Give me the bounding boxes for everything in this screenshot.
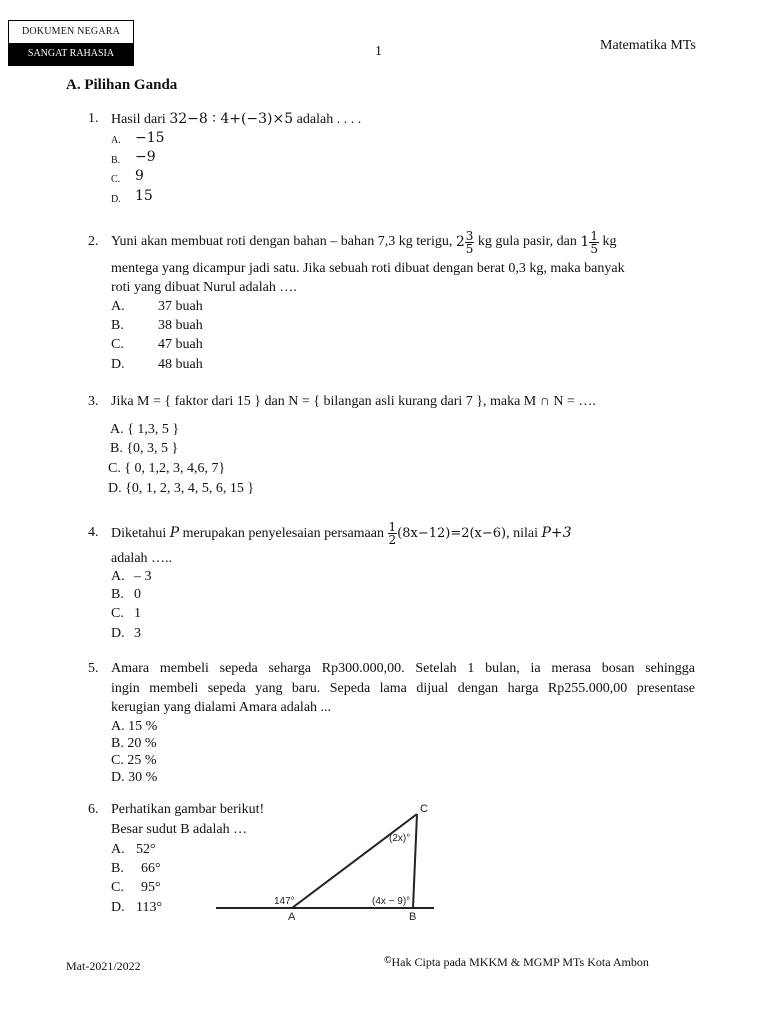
q1-option-a bbox=[111, 132, 121, 148]
q2-mixed1-whole: 2 bbox=[455, 234, 465, 250]
page-number: 1 bbox=[375, 44, 382, 59]
q4-var-p: P bbox=[169, 525, 180, 541]
q2-option-value: 47 buah bbox=[158, 337, 203, 352]
q4-text-b: merupakan penyelesaian persamaan bbox=[179, 526, 388, 541]
q2-mixed2-fraction bbox=[589, 230, 599, 255]
q4-option-value: 3 bbox=[134, 626, 141, 641]
q2-option-letter: A. bbox=[111, 299, 125, 314]
q5-line1: Amara membeli sepeda seharga Rp300.000,00. Setelah 1 bulan, ia merasa bosan sehingga bbox=[111, 661, 695, 676]
q1-option-letter: C. bbox=[111, 174, 121, 185]
footer-copyright-text: Hak Cipta pada MKKM & MGMP MTs Kota Ambon bbox=[391, 955, 649, 969]
q2-option-letter: C. bbox=[111, 337, 124, 352]
q6-option-letter: A. bbox=[111, 842, 125, 857]
q2-option-letter: B. bbox=[111, 318, 124, 333]
q2-option-value: 48 buah bbox=[158, 357, 203, 372]
q4-option-letter: B. bbox=[111, 587, 124, 602]
stamp-top-text: DOKUMEN NEGARA bbox=[21, 26, 121, 37]
q6-number: 6. bbox=[88, 802, 99, 817]
copyright-symbol: © bbox=[384, 955, 392, 966]
q6-option-letter: D. bbox=[111, 900, 125, 915]
angle-c-label: (2x)° bbox=[389, 833, 411, 844]
footer-copyright bbox=[384, 955, 649, 970]
q3-option: B. {0, 3, 5 } bbox=[110, 441, 179, 456]
q5-option: B. 20 % bbox=[111, 736, 157, 751]
q2-line1-b: kg gula pasir, dan bbox=[474, 234, 581, 250]
q4-text bbox=[111, 513, 572, 553]
q1-option-value: −15 bbox=[135, 130, 165, 146]
q6-option-letter: B. bbox=[111, 861, 124, 876]
angle-b-label: (4x − 9)° bbox=[372, 896, 411, 907]
classification-stamp bbox=[8, 20, 134, 66]
q4-text-a: Diketahui bbox=[111, 526, 170, 541]
q4-number: 4. bbox=[88, 525, 99, 540]
q4-option-letter: D. bbox=[111, 626, 125, 641]
q3-number: 3. bbox=[88, 394, 99, 409]
vertex-b-label: B bbox=[409, 911, 417, 923]
side-bc bbox=[413, 814, 417, 908]
q3-option: A. { 1,3, 5 } bbox=[110, 422, 180, 437]
footer-code: Mat-2021/2022 bbox=[66, 959, 141, 973]
q6-option-value: 52° bbox=[136, 842, 156, 857]
q5-option: C. 25 % bbox=[111, 753, 157, 768]
q4-option-letter: C. bbox=[111, 606, 124, 621]
q4-var-expr: P+3 bbox=[541, 525, 572, 541]
q2-line3: roti yang dibuat Nurul adalah …. bbox=[111, 280, 297, 295]
q2-mixed2-numerator: 1 bbox=[590, 228, 598, 243]
q2-number: 2. bbox=[88, 234, 99, 249]
q4-fraction bbox=[388, 521, 398, 546]
q5-line3: kerugian yang dialami Amara adalah ... bbox=[111, 700, 332, 715]
q1-option-letter: D. bbox=[111, 194, 121, 205]
q1-option-d bbox=[111, 191, 121, 207]
q1-option-letter: A. bbox=[111, 135, 121, 146]
q4-line2: adalah ….. bbox=[111, 551, 173, 566]
q6-line1: Perhatikan gambar berikut! bbox=[111, 802, 265, 817]
q2-option-value: 37 buah bbox=[158, 299, 203, 314]
q1-option-value: 15 bbox=[135, 188, 153, 204]
q4-equation: (8x−12)=2(x−6) bbox=[397, 526, 507, 541]
q4-text-c: , nilai bbox=[506, 526, 542, 541]
q1-prefix: Hasil dari bbox=[111, 112, 170, 127]
q1-expression: 32−8 ∶ 4+(−3)×5 bbox=[169, 111, 294, 127]
q4-option-value: 1 bbox=[134, 606, 141, 621]
q6-option-letter: C. bbox=[111, 880, 124, 895]
q3-option: D. {0, 1, 2, 3, 4, 5, 6, 15 } bbox=[108, 481, 255, 496]
q3-text: Jika M = { faktor dari 15 } dan N = { bilangan asli kurang dari 7 }, maka M ∩ N = …. bbox=[111, 394, 596, 409]
q5-option: D. 30 % bbox=[111, 770, 158, 785]
q2-option-value: 38 buah bbox=[158, 318, 203, 333]
q2-line1-c: kg bbox=[598, 234, 617, 250]
q4-option-value: 0 bbox=[134, 587, 141, 602]
q5-option: A. 15 % bbox=[111, 719, 158, 734]
vertex-a-label: A bbox=[288, 911, 296, 923]
q4-option-value: – 3 bbox=[134, 569, 152, 584]
q1-option-value: −9 bbox=[135, 149, 156, 165]
subject-title: Matematika MTs bbox=[600, 38, 696, 53]
q2-line1 bbox=[111, 223, 695, 261]
q2-line2: mentega yang dicampur jadi satu. Jika sebuah roti dibuat dengan berat 0,3 kg, maka banyak bbox=[111, 261, 625, 276]
q1-text bbox=[111, 111, 361, 128]
q6-option-value: 95° bbox=[141, 880, 161, 895]
stamp-bottom-text: SANGAT RAHASIA bbox=[9, 43, 133, 65]
q3-option: C. { 0, 1,2, 3, 4,6, 7} bbox=[108, 461, 226, 476]
triangle-figure bbox=[212, 800, 442, 925]
q1-number: 1. bbox=[88, 111, 99, 126]
q1-option-letter: B. bbox=[111, 155, 121, 166]
q4-fraction-denominator: 2 bbox=[388, 533, 397, 548]
q6-option-value: 66° bbox=[141, 861, 161, 876]
q1-option-c bbox=[111, 171, 120, 187]
q2-option-letter: D. bbox=[111, 357, 125, 372]
q2-mixed2-denominator: 5 bbox=[590, 241, 598, 256]
q1-option-b bbox=[111, 152, 120, 168]
q2-line1-a: Yuni akan membuat roti dengan bahan – bahan 7,3 kg terigu, bbox=[111, 234, 456, 250]
q4-option-letter: A. bbox=[111, 569, 125, 584]
q4-fraction-numerator: 1 bbox=[388, 520, 397, 535]
section-title: A. Pilihan Ganda bbox=[66, 77, 178, 93]
q1-option-value: 9 bbox=[135, 168, 144, 184]
q6-option-value: 113° bbox=[136, 900, 163, 915]
q2-mixed1-fraction bbox=[465, 230, 475, 255]
q1-suffix: adalah . . . . bbox=[293, 112, 362, 127]
vertex-c-label: C bbox=[420, 803, 428, 815]
q2-mixed1-numerator: 3 bbox=[465, 228, 474, 243]
q2-mixed2-whole: 1 bbox=[580, 234, 590, 250]
angle-exterior-a-label: 147° bbox=[274, 896, 295, 907]
q6-line2: Besar sudut B adalah … bbox=[111, 822, 248, 837]
q2-mixed1-denominator: 5 bbox=[465, 241, 474, 256]
side-ac bbox=[292, 814, 417, 908]
q5-line2: ingin membeli sepeda yang baru. Sepeda lama dijual dengan harga Rp255.000,00 presentase bbox=[111, 681, 695, 696]
q5-number: 5. bbox=[88, 661, 99, 676]
